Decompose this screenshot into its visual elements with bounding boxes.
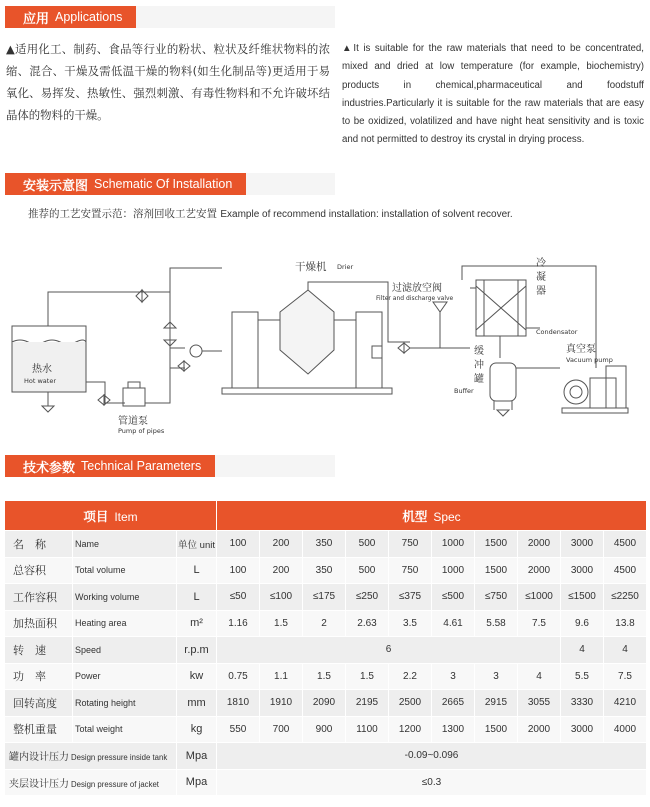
schematic-title-en: Schematic Of Installation (94, 177, 233, 191)
applications-title-cn: 应用 (23, 11, 50, 27)
installation-schematic-svg (0, 228, 650, 443)
condenser-label-cn-1: 冷 (536, 258, 546, 269)
applications-text-en: ▲It is suitable for the raw materials that need to be concentrated, mixed and dried at low temperature (for example, biochemistry) products in chemical,pharmaceutical and foodstuff industries.Particularly it is suitable for the raw materials that are easy to be oxidized, volatilized and have night heat sensitivity and is toxic and not permitted to destroy its crystal in drying process. (342, 43, 644, 146)
recommend-caption (28, 206, 513, 221)
drier-machine (222, 290, 392, 394)
applications-text-cn: ▲适用化工、制药、食品等行业的粉状、粒状及纤维状物料的浓缩、混合、干燥及需低温干燥的物料(如生化制品等)更适用于易氧化、易挥发、热敏性、强烈刺激、有毒性物料和不允许破坏结晶体的物料的干燥。 (6, 42, 330, 122)
valve-label-en: Filter and discharge valve (376, 295, 454, 302)
header-spec: 机型 Spec (217, 501, 647, 531)
table-row: 回转高度 Rotating height mm 1810 1910 2090 2195 2500 2665 2915 3055 3330 4210 (5, 690, 647, 717)
header-item: 项目 Item (5, 501, 217, 531)
drier-label-cn: 干燥机 (295, 261, 327, 273)
table-row: 功 率 Power kw 0.75 1.1 1.5 1.5 2.2 3 3 4 5.5 7.5 (5, 663, 647, 690)
schematic-section-tag (5, 173, 246, 195)
applications-title-en: Applications (55, 10, 123, 24)
recommend-caption-cn: 推荐的工艺安置示范：溶剂回收工艺安置 (28, 208, 217, 220)
table-row: 名 称 Name 单位 unit 100 200 350 500 750 1000 1500 2000 3000 4500 (5, 531, 647, 558)
technical-section-bar (5, 455, 335, 477)
applications-section-bar (5, 6, 335, 28)
vacuum-label-cn: 真空泵 (566, 344, 596, 355)
pipe-pump (123, 382, 145, 406)
table-row: 罐内设计压力 Design pressure inside tank Mpa -0.09~0.096 (5, 743, 647, 770)
installation-schematic (0, 228, 650, 443)
condenser-label-cn-3: 器 (536, 286, 546, 297)
buffer-label-cn-2: 冲 (474, 360, 484, 371)
vacuum-label-en: Vacuum pump (566, 356, 613, 364)
pump-label-en: Pump of pipes (118, 427, 165, 435)
table-row: 加热面积 Heating area m² 1.16 1.5 2 2.63 3.5 4.61 5.58 7.5 9.6 13.8 (5, 610, 647, 637)
table-row: 转 速 Speed r.p.m 6 4 4 (5, 637, 647, 664)
condenser-label-en: Condensator (536, 328, 578, 336)
condenser (470, 280, 540, 336)
buffer-label-en: Buffer (454, 387, 474, 395)
valve-label-cn: 过滤放空阀 (392, 283, 442, 294)
schematic-section-bar (5, 173, 335, 195)
vacuum-pump (562, 366, 628, 413)
table-row: 夹层设计压力 Design pressure of jacket Mpa ≤0.3 (5, 769, 647, 796)
condenser-label-cn-2: 凝 (536, 272, 546, 283)
table-row: 整机重量 Total weight kg 550 700 900 1100 1200 1300 1500 2000 3000 4000 (5, 716, 647, 743)
buffer-tank (490, 363, 516, 416)
hotwater-label-cn: 热水 (32, 364, 52, 375)
pump-label-cn: 管道泵 (118, 416, 148, 427)
pressure-gauge-icon (190, 345, 202, 357)
technical-title-cn: 技术参数 (23, 460, 76, 476)
applications-section-tag (5, 6, 136, 28)
schematic-title-cn: 安装示意图 (23, 178, 89, 194)
drier-label-en: Drier (337, 263, 354, 271)
technical-title-en: Technical Parameters (81, 459, 202, 473)
table-row: 总容积 Total volume L 100 200 350 500 750 1000 1500 2000 3000 4500 (5, 557, 647, 584)
table-row: 工作容积 Working volume L ≤50 ≤100 ≤175 ≤250 ≤375 ≤500 ≤750 ≤1000 ≤1500 ≤2250 (5, 584, 647, 611)
spec-table (4, 500, 647, 796)
hotwater-label-en: Hot water (24, 377, 56, 385)
buffer-label-cn-1: 缓 (474, 346, 484, 357)
spec-table-header (5, 501, 647, 531)
recommend-caption-en: Example of recommend installation: installation of solvent recover. (220, 209, 513, 220)
buffer-label-cn-3: 罐 (474, 374, 484, 385)
technical-section-tag (5, 455, 215, 477)
